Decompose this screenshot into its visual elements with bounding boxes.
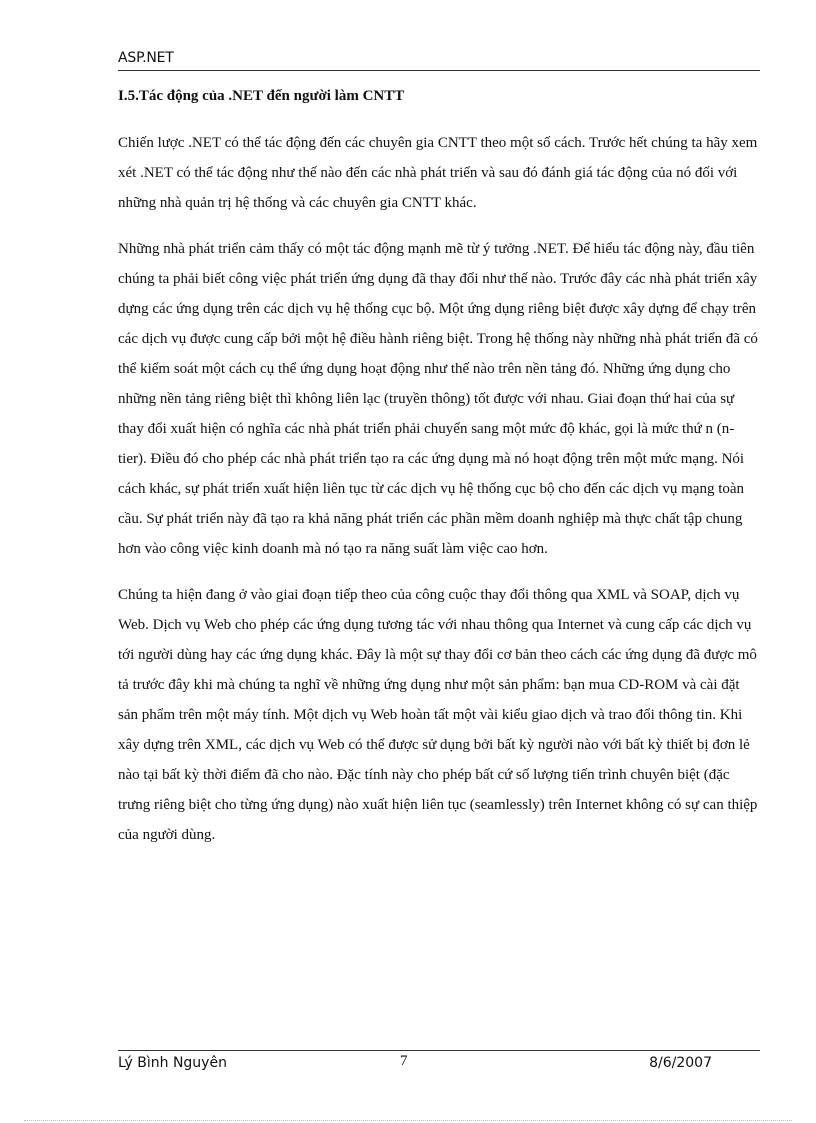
paragraph: Chiến lược .NET có thể tác động đến các chuyên gia CNTT theo một số cách. Trước hết chúng ta hãy xem xét .NET có thể tác động như thế nào đến các nhà phát triển và sau đó đánh giá tác động của nó đối với những nhà quản trị hệ thống và các chuyên gia CNTT khác. <box>118 135 758 211</box>
page-content <box>118 86 760 866</box>
page-header <box>118 46 760 71</box>
paragraph: Những nhà phát triển cảm thấy có một tác động mạnh mẽ từ ý tưởng .NET. Để hiểu tác động này, đầu tiên chúng ta phải biết công việc phát triển ứng dụng đã thay đổi như thế nào. Trước đây các nhà phát triển xây dựng các ứng dụng trên các dịch vụ hệ thống cục bộ. Một ứng dụng riêng biệt được xây dựng để chạy trên các dịch vụ được cung cấp bởi một hệ điều hành riêng biệt. Trong hệ thống này những nhà phát triển đã có thể kiểm soát một cách cụ thể ứng dụng hoạt động như thế nào trên nền tảng đó. Những ứng dụng cho những nền tảng riêng biệt thì không liên lạc (truyền thông) tốt được với nhau. Giai đoạn thứ hai của sự thay đổi xuất hiện có nghĩa các nhà phát triển phải chuyển sang một mức độ khác, gọi là mức thứ n (n-tier). Điều đó cho phép các nhà phát triển tạo ra các ứng dụng mà nó hoạt động trên một mức mạng. Nói cách khác, sự phát triển xuất hiện liên tục từ các dịch vụ hệ thống cục bộ cho đến các dịch vụ mạng toàn cầu. Sự phát triển này đã tạo ra khả năng phát triển các phần mềm doanh nghiệp mà thực chất tập chung hơn vào công việc kinh doanh mà nó tạo ra năng suất làm việc cao hơn. <box>118 241 758 557</box>
header-title: ASP.NET <box>118 50 174 66</box>
section-title: I.5.Tác động của .NET đến người làm CNTT <box>118 88 405 104</box>
paragraph: Chúng ta hiện đang ở vào giai đoạn tiếp theo của công cuộc thay đổi thông qua XML và SOAP, dịch vụ Web. Dịch vụ Web cho phép các ứng dụng tương tác với nhau thông qua Internet và cung cấp các dịch vụ tới người dùng hay các ứng dụng khác. Đây là một sự thay đổi cơ bản theo cách các ứng dụng đã được mô tả trước đây khi mà chúng ta nghĩ về những ứng dụng như một sản phẩm: bạn mua CD-ROM và cài đặt sản phẩm trên một máy tính. Một dịch vụ Web hoàn tất một vài kiểu giao dịch và trao đổi thông tin. Khi xây dựng trên XML, các dịch vụ Web có thể được sử dụng bởi bất kỳ người nào với bất kỳ thiết bị đơn lẻ nào tại bất kỳ thời điểm đã cho nào. Đặc tính này cho phép bất cứ số lượng tiến trình chuyên biệt (đặc trưng riêng biệt cho từng ứng dụng) nào xuất hiện liên tục (seamlessly) trên Internet không có sự can thiệp của người dùng. <box>118 587 758 843</box>
footer-date: 8/6/2007 <box>649 1055 712 1071</box>
page-edge-divider <box>24 1120 792 1121</box>
page-footer <box>118 1050 760 1075</box>
page-number: 7 <box>400 1053 408 1069</box>
footer-author: Lý Bình Nguyên <box>118 1055 227 1071</box>
